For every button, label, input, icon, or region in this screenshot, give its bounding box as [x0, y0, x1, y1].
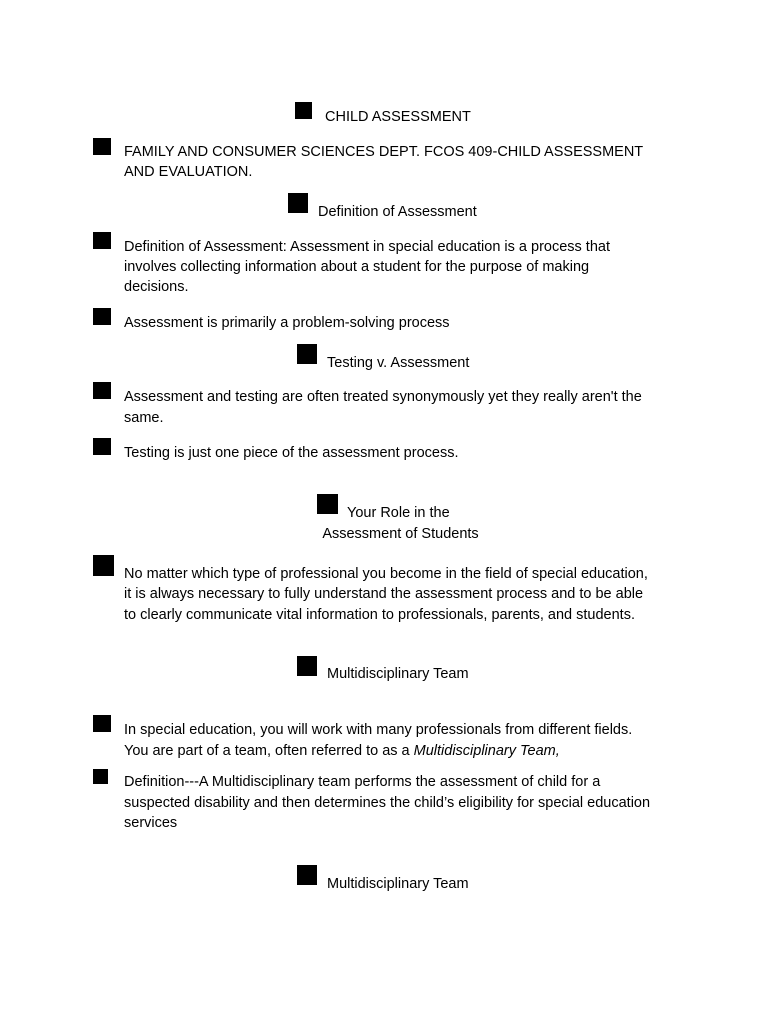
problem-solving-text: Assessment is primarily a problem-solving process: [124, 315, 450, 331]
square-bullet-icon: [93, 232, 111, 249]
testing-piece-text: Testing is just one piece of the assessment process.: [124, 445, 459, 461]
square-bullet-icon: [297, 656, 317, 676]
team-definition-line-1: Definition---A Multidisciplinary team performs the assessment of child for a: [124, 774, 601, 790]
definition-line-2: involves collecting information about a student for the purpose of making: [124, 259, 590, 275]
square-bullet-icon: [93, 555, 114, 576]
square-bullet-icon: [317, 494, 338, 514]
role-line-3: to clearly communicate vital information to professionals, parents, and students.: [124, 607, 635, 623]
square-bullet-icon: [288, 193, 308, 213]
course-line-1: FAMILY AND CONSUMER SCIENCES DEPT. FCOS 409-CHILD ASSESSMENT: [124, 144, 644, 160]
course-line-2: AND EVALUATION.: [124, 164, 253, 180]
heading-text: Definition of Assessment: [318, 204, 477, 220]
team-line-1: In special education, you will work with many professionals from different fields.: [124, 722, 633, 738]
square-bullet-icon: [93, 438, 111, 455]
testing-line-2: same.: [124, 410, 164, 426]
square-bullet-icon: [93, 138, 111, 155]
square-bullet-icon: [297, 865, 317, 885]
definition-line-3: decisions.: [124, 279, 189, 295]
role-line-2: it is always necessary to fully understand the assessment process and to be able: [124, 586, 644, 602]
team-line-2: [124, 744, 560, 759]
heading-text: Multidisciplinary Team: [327, 876, 469, 892]
square-bullet-icon: [93, 382, 111, 399]
heading-text: Testing v. Assessment: [327, 355, 470, 371]
team-definition-line-2: suspected disability and then determines the child’s eligibility for special education: [124, 795, 651, 811]
definition-line-1: Definition of Assessment: Assessment in special education is a process that: [124, 239, 610, 255]
heading-text: Multidisciplinary Team: [327, 666, 469, 682]
role-line-1: No matter which type of professional you become in the field of special education,: [124, 566, 648, 582]
team-line-2-text: You are part of a team, often referred to as a: [124, 743, 414, 759]
square-bullet-icon: [297, 344, 317, 364]
square-bullet-icon: [93, 715, 111, 732]
heading-text: CHILD ASSESSMENT: [325, 109, 471, 125]
team-definition-line-3: services: [124, 815, 178, 831]
square-bullet-icon: [295, 102, 312, 119]
square-bullet-icon: [93, 769, 108, 784]
team-line-2-italic: Multidisciplinary Team,: [413, 743, 560, 759]
testing-line-1: Assessment and testing are often treated synonymously yet they really aren't the: [124, 389, 642, 405]
heading-role-line-1: Your Role in the: [347, 505, 450, 521]
square-bullet-icon: [93, 308, 111, 325]
heading-role-line-2: Assessment of Students: [322, 526, 479, 542]
